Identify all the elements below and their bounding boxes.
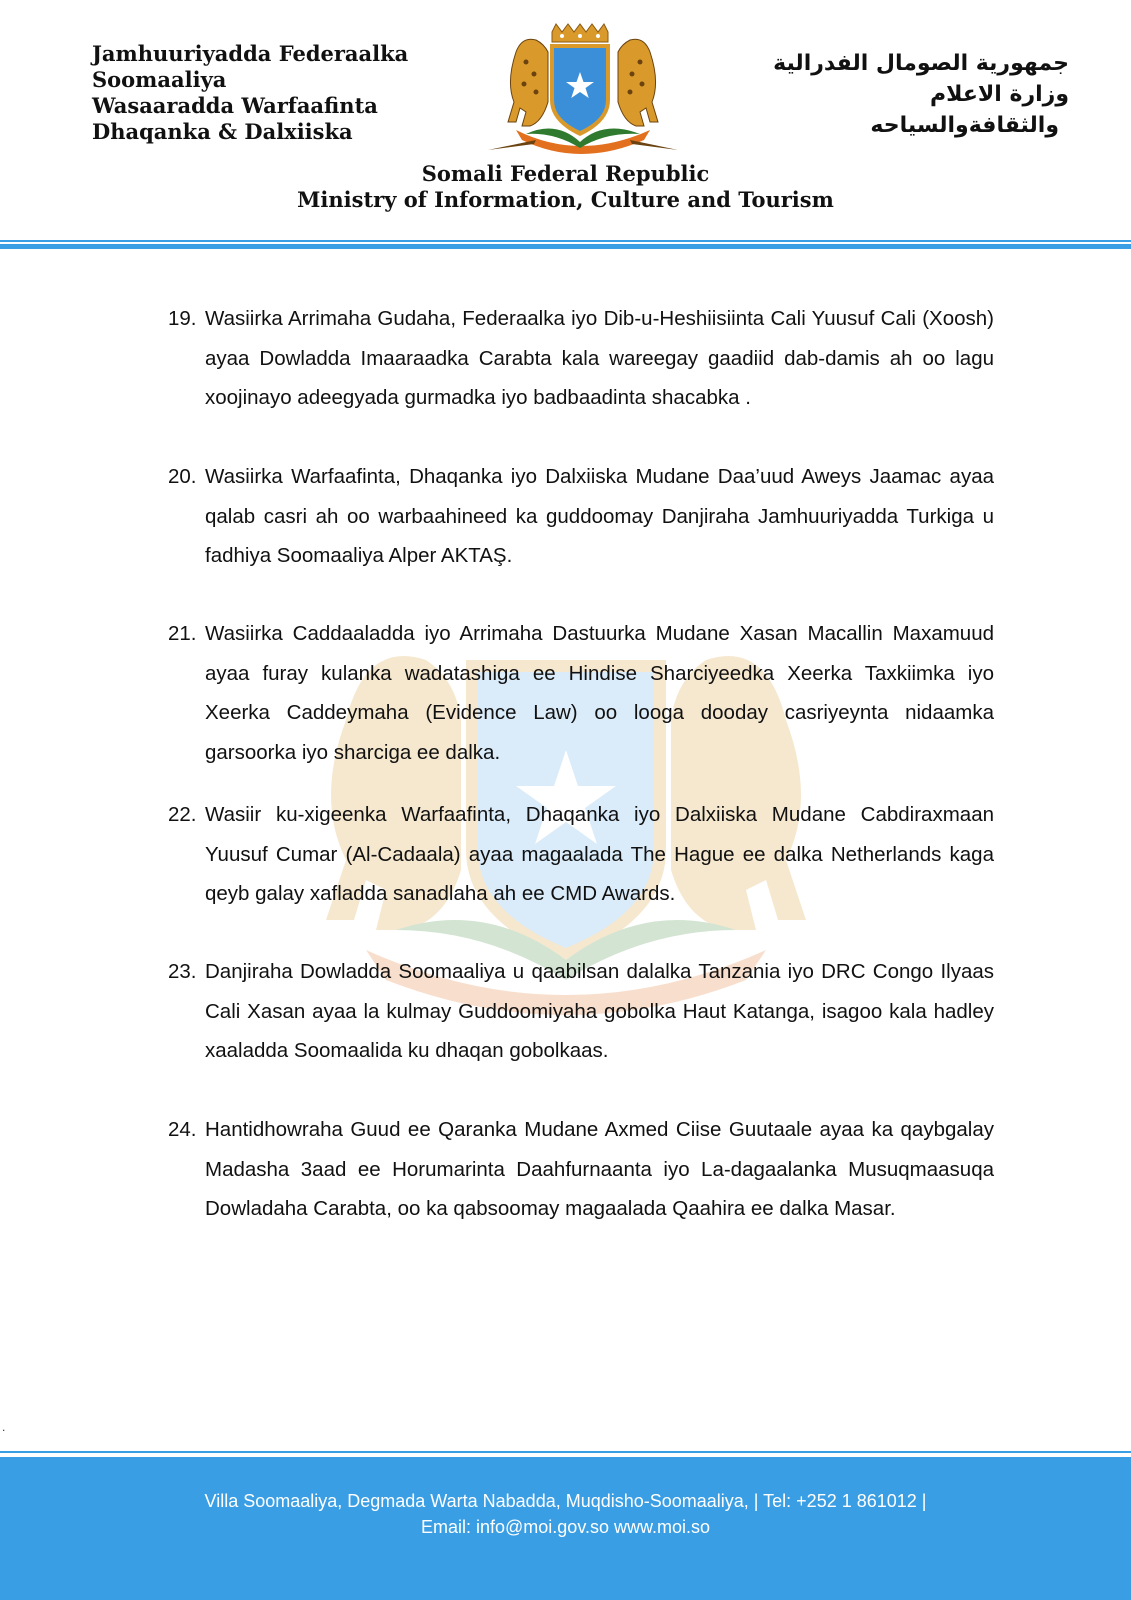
list-item bbox=[168, 299, 994, 418]
item-number: 21. bbox=[168, 622, 197, 645]
header-english-title bbox=[0, 161, 1131, 213]
header-arabic-title bbox=[709, 48, 1069, 141]
coat-of-arms-logo bbox=[486, 22, 680, 160]
list-item bbox=[168, 457, 994, 576]
header-arabic-line-2: وزارة الاعلام bbox=[930, 82, 1069, 107]
item-number: 24. bbox=[168, 1118, 197, 1141]
item-text: Danjiraha Dowladda Soomaaliya u qaabilsan dalalka Tanzania iyo DRC Congo Ilyaas Cali Xasan ayaa la kulmay Guddoomiyaha gobolka Haut Katanga, isagoo kala hadley xaaladda Soomaalida ku dhaqan gobolkaas. bbox=[205, 960, 994, 1062]
english-title: Somali Federal Republic bbox=[421, 161, 710, 186]
item-text: Wasiirka Warfaafinta, Dhaqanka iyo Dalxiiska Mudane Daa’uud Aweys Jaamac ayaa qalab casri ah oo warbaahineed ka guddoomay Danjiraha Jamhuuriyadda Turkiga u fadhiya Soomaaliya Alper AKTAŞ. bbox=[205, 465, 994, 567]
item-text: Hantidhowraha Guud ee Qaranka Mudane Axmed Ciise Guutaale ayaa ka qaybgalay Madasha 3aad ee Horumarinta Daahfurnaanta iyo La-dagaalanka Musuqmaasuqa Dowladaha Carabta, oo ka qabsoomay magaalada Qaahira ee dalka Masar. bbox=[205, 1118, 994, 1220]
item-text: Wasiir ku-xigeenka Warfaafinta, Dhaqanka iyo Dalxiiska Mudane Cabdiraxmaan Yuusuf Cumar (Al-Cadaala) ayaa magaalada The Hague ee dalka Netherlands kaga qeyb galay xafladda sanadlaha ah ee CMD Awards. bbox=[205, 803, 994, 905]
stray-mark: . bbox=[2, 1420, 6, 1434]
leopard-right-icon bbox=[618, 39, 658, 126]
list-item bbox=[168, 952, 994, 1071]
footer-divider bbox=[0, 1451, 1131, 1456]
header-somali-title bbox=[92, 41, 472, 145]
item-number: 22. bbox=[168, 803, 197, 826]
footer-address: Villa Soomaaliya, Degmada Warta Nabadda, Muqdisho-Soomaaliya, | Tel: +252 1 861012 | bbox=[204, 1491, 927, 1511]
header-divider bbox=[0, 240, 1131, 249]
header-somali-line-1: Jamhuuriyadda Federaalka bbox=[92, 41, 409, 66]
item-number: 23. bbox=[168, 960, 197, 983]
leopard-left-icon bbox=[508, 39, 548, 126]
header-somali-line-2: Soomaaliya bbox=[92, 67, 227, 92]
footer-contact: Email: info@moi.gov.so www.moi.so bbox=[420, 1517, 711, 1537]
header-somali-line-4: Dhaqanka & Dalxiiska bbox=[92, 119, 353, 144]
list-item bbox=[168, 614, 994, 772]
list-item bbox=[168, 1110, 994, 1229]
english-subtitle: Ministry of Information, Culture and Tourism bbox=[297, 187, 834, 212]
header-arabic-line-1: جمهورية الصومال الفدرالية bbox=[773, 51, 1069, 76]
header-somali-line-3: Wasaaradda Warfaafinta bbox=[92, 93, 378, 118]
item-number: 20. bbox=[168, 465, 197, 488]
header-arabic-line-3: والثقافةوالسياحه bbox=[870, 113, 1059, 138]
list-item bbox=[168, 795, 994, 914]
crown-icon bbox=[552, 24, 608, 42]
item-text: Wasiirka Caddaaladda iyo Arrimaha Dastuurka Mudane Xasan Macallin Maxamuud ayaa furay kulanka wadatashiga ee Hindise Sharciyeedka Xeerka Taxkiimka iyo Xeerka Caddeymaha (Evidence Law) oo looga dooday casriyeynta nidaamka garsoorka iyo sharciga ee dalka. bbox=[205, 622, 994, 764]
footer bbox=[0, 1457, 1131, 1600]
item-number: 19. bbox=[168, 307, 197, 330]
item-text: Wasiirka Arrimaha Gudaha, Federaalka iyo Dib-u-Heshiisiinta Cali Yuusuf Cali (Xoosh) ayaa Dowladda Imaaraadka Carabta kala wareegay gaadiid dab-damis ah oo lagu xoojinayo adeegyada gurmadka iyo badbaadinta shacabka . bbox=[205, 307, 994, 409]
